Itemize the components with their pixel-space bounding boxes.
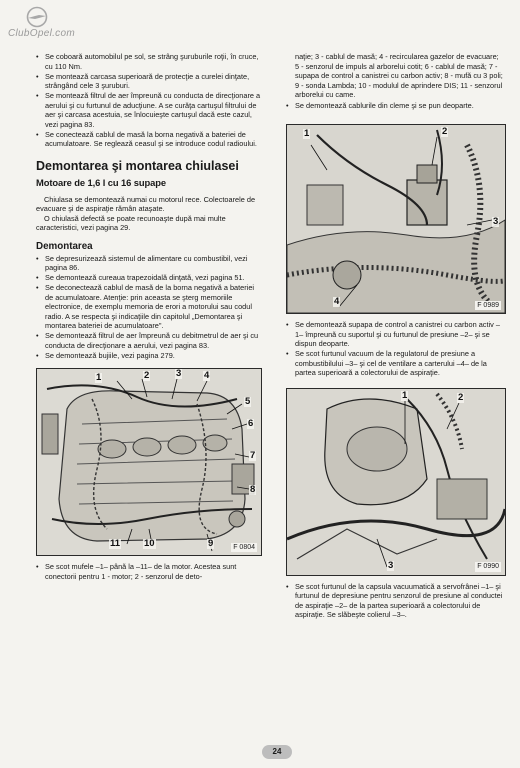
bottom-bullet-list — [36, 562, 262, 581]
callout-6: 6 — [248, 418, 254, 429]
right-bullet-list-2 — [286, 320, 504, 378]
figure-code: F 0990 — [477, 563, 499, 570]
callout-2: 2 — [144, 370, 150, 381]
right-bullet-list-1 — [286, 101, 504, 111]
callout-3: 3 — [176, 368, 182, 379]
callout-1: 1 — [402, 389, 408, 401]
intro-paragraphs — [36, 195, 262, 233]
list-item: • Se conectează cablul de masă la borna negativă a bateriei de acumulatoare. Se reglează ceasul şi se introduce codul radioului. — [36, 130, 262, 149]
figure-code: F 0989 — [477, 301, 499, 309]
callout-1: 1 — [304, 128, 310, 139]
engine-figure-f0990 — [286, 388, 506, 576]
paragraph: O chiulasă defectă se poate recunoaşte după mai multe caracteristici, vezi pagina 29. — [36, 213, 226, 232]
figure-code: F 0804 — [233, 543, 255, 551]
list-item: • Se scot furtunul vacuum de la regulatorul de presiune a combustibilului –3– şi cel de ventilare a carterului –4– de la partea superioară a colectorului de aspiraţie. — [286, 349, 504, 378]
paragraph: Chiulasa se demontează numai cu motorul rece. Colectoarele de evacuare şi de aspiraţie rămân ataşate. — [36, 194, 256, 213]
list-item: • Se coboară automobilul pe sol, se strâng şuruburile roţii, în cruce, cu 110 Nm. — [36, 52, 262, 71]
list-item: • Se deconectează cablul de masă de la borna negativă a bateriei de acumulatoare. Atenţie: prin aceasta se şterg memoriile electronice, de exemplu memoria de erori a motorului sau codul radio. A se respecta şi indicaţiile din capitolul „Demontarea şi montarea bateriei de acumulatoare". — [36, 283, 262, 331]
callout-4: 4 — [334, 296, 340, 307]
callout-9: 9 — [208, 538, 214, 549]
opel-logo-icon — [26, 6, 48, 28]
callout-11: 11 — [110, 538, 121, 549]
right-column — [286, 52, 504, 620]
demontarea-bullet-list — [36, 254, 262, 361]
callout-2: 2 — [442, 126, 448, 137]
logo-text: ClubOpel.com — [8, 28, 75, 39]
list-item: • Se montează carcasa superioară de protecţie a curelei dinţate, strângând cele 3 şuruburi. — [36, 72, 262, 91]
list-item: • Se depresurizează sistemul de alimentare cu combustibil, vezi pagina 86. — [36, 254, 262, 273]
engine-figure-f0804 — [36, 368, 262, 556]
intro-bullet-list — [36, 52, 262, 149]
servobrake-hose-illustration — [287, 389, 505, 575]
list-item: • Se montează filtrul de aer împreună cu conducta de direcţionare a aerului şi cu furtunul de aducţiune. A se curăţa cartuşul filtrului de aer şi carcasa acestuia, se înlocuieşte cartuşul dacă este cazul, vezi pagina 83. — [36, 91, 262, 129]
callout-3: 3 — [388, 559, 394, 571]
paragraph: naţie; 3 - cablul de masă; 4 - recircularea gazelor de evacuare; 5 - senzorul de impuls al arborelui cotit; 6 - cablul de masă; 7 - supapa de control a canistrei cu carbon activ; 8 - mufă cu 3 poli; 9 - sonda Lambda; 10 - modulul de aprindere DIS; 11 - senzorul arborelui cu came. — [295, 52, 503, 99]
list-item: • Se scot furtunul de la capsula vacuumatică a servofrânei –1– şi furtunul de depresiune pentru senzorul de presiune al conductei de aspiraţie –2– de la partea superioară a colectorului de aspiraţie. Se slăbeşte colierul –3–. — [286, 582, 504, 620]
list-item: • Se demontează filtrul de aer împreună cu debitmetrul de aer şi cu conducta de direcţionare a aerului, vezi pagina 83. — [36, 331, 262, 350]
engine-figure-f0989 — [286, 124, 506, 314]
left-column — [36, 52, 262, 582]
page-number: 24 — [262, 745, 292, 759]
callout-4: 4 — [204, 370, 210, 381]
callout-3: 3 — [493, 216, 499, 227]
site-logo — [8, 4, 80, 44]
list-item: • Se demontează supapa de control a canistrei cu carbon activ –1– împreună cu suportul şi cu furtunul de presiune –2– şi se dispun deoparte. — [286, 320, 504, 349]
callout-10: 10 — [144, 538, 155, 549]
section-title: Demontarea şi montarea chiulasei — [36, 158, 239, 173]
demontarea-heading: Demontarea — [36, 240, 93, 252]
canister-valve-illustration — [287, 125, 505, 313]
list-item: • Se demontează bujiile, vezi pagina 279. — [36, 351, 262, 361]
callout-1: 1 — [96, 372, 102, 383]
engine-top-illustration — [37, 369, 261, 555]
list-item: • Se demontează cureaua trapezoidală dinţată, vezi pagina 51. — [36, 273, 262, 283]
callout-5: 5 — [245, 396, 251, 407]
right-bullet-list-3 — [286, 582, 504, 620]
subsection-title: Motoare de 1,6 l cu 16 supape — [36, 176, 166, 188]
callout-2: 2 — [458, 391, 464, 403]
list-item: • Se scot mufele –1– până la –11– de la motor. Acestea sunt conectorii pentru 1 - motor; 2 - senzorul de deto- — [36, 562, 262, 581]
callout-8: 8 — [250, 484, 256, 495]
callout-7: 7 — [250, 450, 256, 461]
list-item: • Se demontează cablurile din clemе şi se pun deoparte. — [286, 101, 504, 111]
